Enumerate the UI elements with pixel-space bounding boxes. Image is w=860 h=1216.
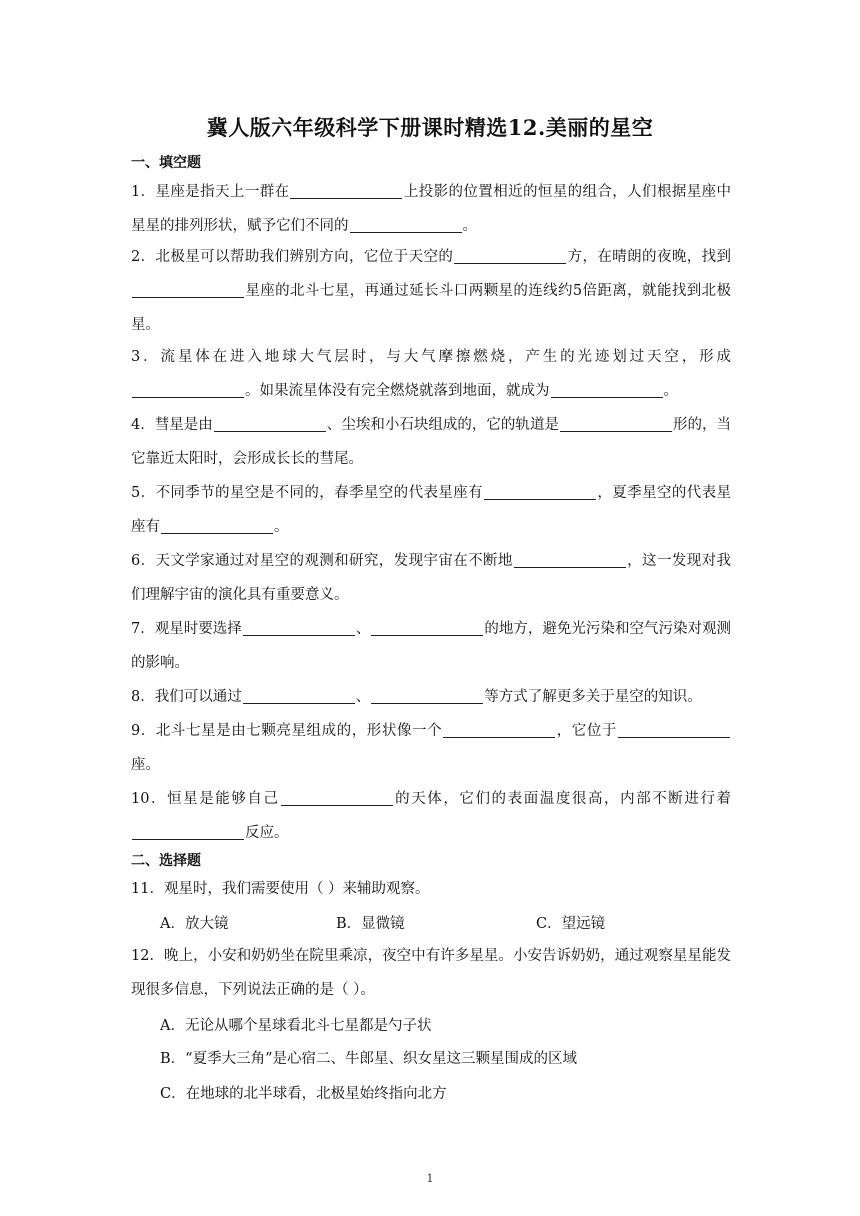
option-a[interactable]: A．放大镜 <box>160 916 229 932</box>
answer-blank[interactable] <box>371 689 483 704</box>
answer-blank[interactable] <box>371 621 483 636</box>
answer-blank[interactable] <box>618 723 730 738</box>
answer-blank[interactable] <box>514 553 626 568</box>
question-1: 1．星座是指天上一群在 上投影的位置相近的恒星的组合，人们根据星座中星星的排列形状，赋予它们不同的 。 <box>131 184 731 234</box>
question-8: 8．我们可以通过 、 等方式了解更多关于星空的知识。 <box>131 689 702 705</box>
answer-blank[interactable] <box>214 417 326 432</box>
answer-blank[interactable] <box>551 383 663 398</box>
question-2: 2．北极星可以帮助我们辨别方向，它位于天空的 方，在晴朗的夜晚，找到星座的北斗七星，再通过延长斗口两颗星的连线约5倍距离，就能找到北极星。 <box>131 249 731 333</box>
answer-blank[interactable] <box>454 249 566 264</box>
option-c[interactable]: C．望远镜 <box>536 916 606 932</box>
option-b[interactable]: B．显微镜 <box>336 916 405 932</box>
option-c[interactable]: C．在地球的北半球看，北极星始终指向北方 <box>160 1086 447 1102</box>
section-heading-choice: 二、选择题 <box>131 853 201 869</box>
answer-blank[interactable] <box>350 218 462 233</box>
page-number: 1 <box>426 1172 434 1185</box>
section-heading-fill: 一、填空题 <box>131 155 201 171</box>
question-10: 10．恒星是能够自己 的天体，它们的表面温度很高，内部不断进行着反应。 <box>131 791 732 841</box>
question-6: 6．天文学家通过对星空的观测和研究，发现宇宙在不断地 ，这一发现对我们理解宇宙的演化具有重要意义。 <box>131 553 731 603</box>
answer-blank[interactable] <box>243 621 355 636</box>
answer-blank[interactable] <box>560 417 672 432</box>
question-12: 12．晚上，小安和奶奶坐在院里乘凉，夜空中有许多星星。小安告诉奶奶，通过观察星星能发现很多信息，下列说法正确的是（ ）。 <box>131 948 731 998</box>
answer-blank[interactable] <box>132 825 244 840</box>
answer-blank[interactable] <box>484 485 596 500</box>
answer-blank[interactable] <box>132 283 244 298</box>
answer-blank[interactable] <box>132 383 244 398</box>
question-5: 5．不同季节的星空是不同的，春季星空的代表星座有 ，夏季星空的代表星座有 。 <box>131 485 731 535</box>
question-9: 9．北斗七星是由七颗亮星组成的，形状像一个 ，它位于座。 <box>131 714 731 782</box>
answer-blank[interactable] <box>281 791 393 806</box>
question-4: 4．彗星是由 、尘埃和小石块组成的，它的轨道是 形的，当它靠近太阳时，会形成长长的彗尾。 <box>131 417 732 467</box>
answer-blank[interactable] <box>290 184 402 199</box>
answer-blank[interactable] <box>243 689 355 704</box>
answer-blank[interactable] <box>161 519 273 534</box>
document-title: 冀人版六年级科学下册课时精选12.美丽的星空 <box>206 115 654 140</box>
question-7: 7．观星时要选择 、 的地方，避免光污染和空气污染对观测的影响。 <box>131 621 732 671</box>
question-11: 11．观星时，我们需要使用（ ）来辅助观察。 <box>131 881 430 897</box>
question-3: 3．流星体在进入地球大气层时，与大气摩擦燃烧，产生的光迹划过天空，形成。如果流星体没有完全燃烧就落到地面，就成为 。 <box>131 349 731 399</box>
answer-blank[interactable] <box>443 723 555 738</box>
option-b[interactable]: B．“夏季大三角”是心宿二、牛郎星、织女星这三颗星围成的区域 <box>160 1051 577 1067</box>
option-a[interactable]: A．无论从哪个星球看北斗七星都是勺子状 <box>160 1018 432 1034</box>
